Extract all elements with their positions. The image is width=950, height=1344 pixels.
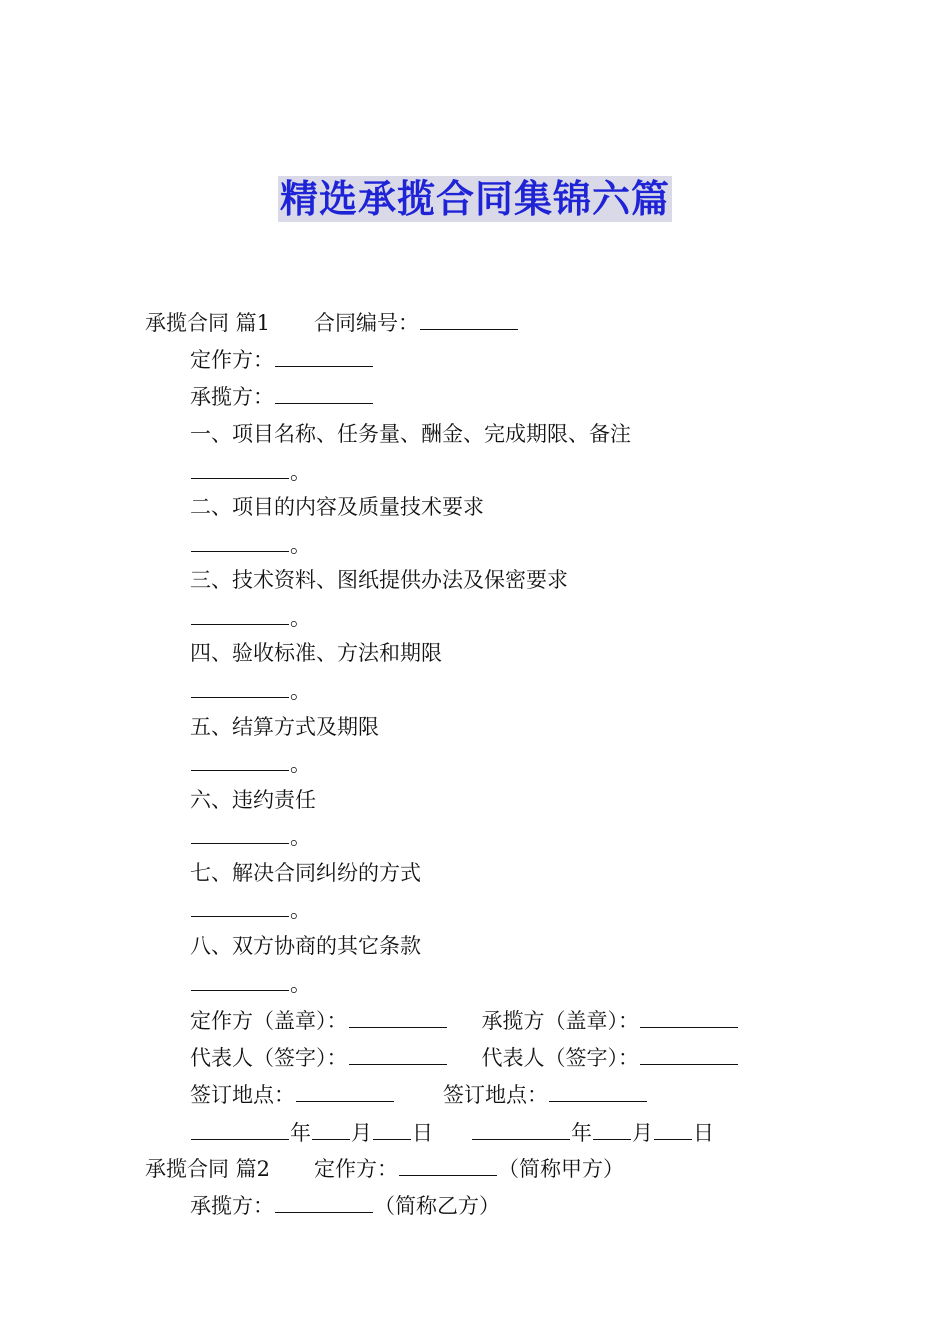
item-7-blank xyxy=(191,894,289,917)
doc2-heading-line xyxy=(145,1153,624,1184)
year-left-blank xyxy=(191,1117,289,1140)
item-7-fill xyxy=(190,894,311,925)
doc2-maker-blank xyxy=(399,1153,497,1176)
item-8-fill xyxy=(190,968,311,999)
item-3-blank xyxy=(191,602,289,625)
month-right-blank xyxy=(593,1117,631,1140)
period: 。 xyxy=(290,972,311,996)
rep-sign-right-blank xyxy=(640,1042,738,1065)
year-right-blank xyxy=(472,1117,570,1140)
item-5: 五、结算方式及期限 xyxy=(190,715,379,739)
doc2-contractor-abbr: （简称乙方） xyxy=(374,1194,500,1218)
doc2-contractor-label: 承揽方： xyxy=(190,1194,274,1218)
doc2-maker-abbr: （简称甲方） xyxy=(498,1157,625,1181)
contractor-seal-label: 承揽方（盖章）： xyxy=(481,1009,639,1033)
period: 。 xyxy=(290,606,311,630)
item-2: 二、项目的内容及质量技术要求 xyxy=(190,495,484,519)
item-5-fill xyxy=(190,748,311,779)
item-4: 四、验收标准、方法和期限 xyxy=(190,641,442,665)
month-left-blank xyxy=(312,1117,350,1140)
doc2-heading: 承揽合同 篇2 xyxy=(145,1157,271,1181)
period: 。 xyxy=(290,898,311,922)
rep-sign-left-blank xyxy=(349,1042,447,1065)
doc2-contractor-blank xyxy=(275,1190,373,1213)
item-2-blank xyxy=(191,529,289,552)
contractor-label: 承揽方： xyxy=(190,385,274,409)
maker-seal-label: 定作方（盖章）： xyxy=(190,1009,348,1033)
rep-sign-right-label: 代表人（签字）： xyxy=(481,1046,639,1070)
item-7: 七、解决合同纠纷的方式 xyxy=(190,861,421,885)
maker-label: 定作方： xyxy=(190,348,274,372)
day-right-blank xyxy=(654,1117,692,1140)
period: 。 xyxy=(290,460,311,484)
date-line xyxy=(190,1117,714,1148)
item-6-fill xyxy=(190,821,311,852)
item-4-blank xyxy=(191,675,289,698)
item-1-blank xyxy=(191,456,289,479)
rep-sign-line xyxy=(190,1042,739,1073)
contractor-seal-blank xyxy=(640,1005,738,1028)
period: 。 xyxy=(290,752,311,776)
period: 。 xyxy=(290,679,311,703)
day-label: 日 xyxy=(693,1121,714,1145)
document-title-wrap xyxy=(0,176,950,222)
item-8-blank xyxy=(191,968,289,991)
maker-line xyxy=(190,344,374,375)
item-2-fill xyxy=(190,529,311,560)
place-right-label: 签订地点： xyxy=(443,1083,548,1107)
period: 。 xyxy=(290,533,311,557)
item-5-blank xyxy=(191,748,289,771)
period: 。 xyxy=(290,825,311,849)
place-line xyxy=(190,1079,648,1110)
place-left-label: 签订地点： xyxy=(190,1083,295,1107)
contractor-blank xyxy=(275,381,373,404)
maker-seal-blank xyxy=(349,1005,447,1028)
item-8: 八、双方协商的其它条款 xyxy=(190,934,421,958)
seal-line xyxy=(190,1005,739,1036)
doc1-heading: 承揽合同 篇1 xyxy=(145,311,271,335)
year-label: 年 xyxy=(290,1121,311,1145)
item-3-fill xyxy=(190,602,311,633)
day-label: 日 xyxy=(412,1121,433,1145)
document-title: 精选承揽合同集锦六篇 xyxy=(279,177,670,221)
item-1-fill xyxy=(190,456,311,487)
doc2-maker-label: 定作方： xyxy=(314,1157,399,1181)
month-label: 月 xyxy=(351,1121,372,1145)
doc1-heading-line xyxy=(145,307,519,338)
item-4-fill xyxy=(190,675,311,706)
item-1: 一、项目名称、任务量、酬金、完成期限、备注 xyxy=(190,422,631,446)
rep-sign-left-label: 代表人（签字）： xyxy=(190,1046,348,1070)
contract-number-blank xyxy=(420,307,518,330)
contract-number-label: 合同编号： xyxy=(314,311,420,335)
place-right-blank xyxy=(549,1079,647,1102)
month-label: 月 xyxy=(632,1121,653,1145)
contractor-line xyxy=(190,381,374,412)
day-left-blank xyxy=(373,1117,411,1140)
item-6-blank xyxy=(191,821,289,844)
doc2-contractor-line xyxy=(190,1190,500,1221)
year-label: 年 xyxy=(571,1121,592,1145)
place-left-blank xyxy=(296,1079,394,1102)
maker-blank xyxy=(275,344,373,367)
item-6: 六、违约责任 xyxy=(190,788,316,812)
item-3: 三、技术资料、图纸提供办法及保密要求 xyxy=(190,568,568,592)
